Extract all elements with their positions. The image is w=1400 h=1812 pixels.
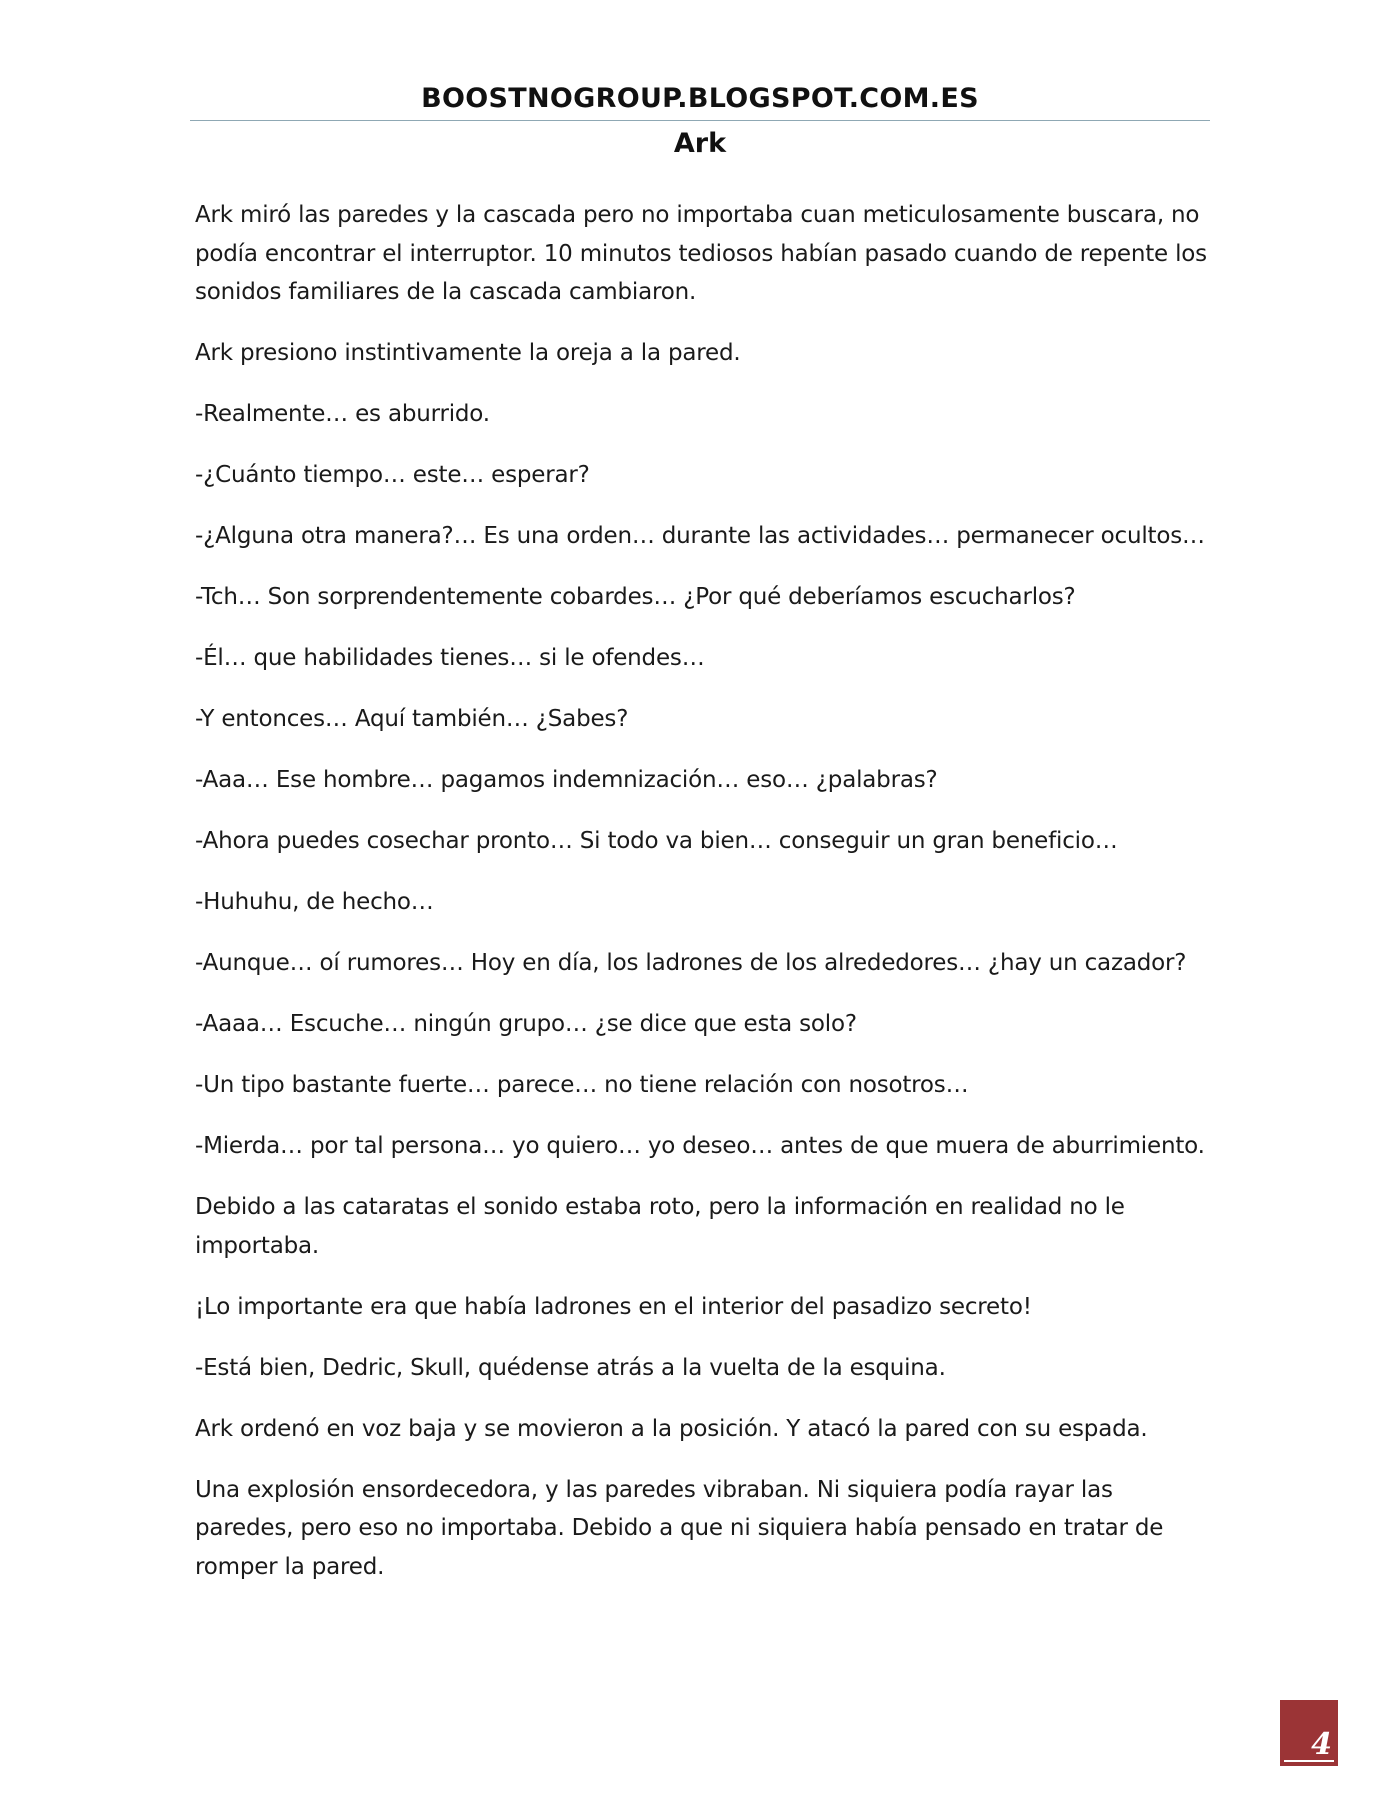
paragraph: -¿Alguna otra manera?… Es una orden… durante las actividades… permanecer ocultos… [195,523,1205,549]
site-title: BOOSTNOGROUP.BLOGSPOT.COM.ES [421,83,979,114]
paragraph: Debido a las cataratas el sonido estaba roto, pero la información en realidad no le importaba. [195,1194,1125,1259]
header-divider [190,120,1210,121]
paragraph: -Ahora puedes cosechar pronto… Si todo va bien… conseguir un gran beneficio… [195,828,1118,854]
paragraph: -¿Cuánto tiempo… este… esperar? [195,462,590,488]
paragraph: -Huhuhu, de hecho… [195,889,434,915]
paragraph: -Él… que habilidades tienes… si le ofendes… [195,645,705,671]
paragraph: ¡Lo importante era que había ladrones en el interior del pasadizo secreto! [195,1293,1032,1320]
paragraph: -Mierda… por tal persona… yo quiero… yo deseo… antes de que muera de aburrimiento. [195,1133,1205,1159]
document-body [195,196,1210,1609]
paragraph: -Está bien, Dedric, Skull, quédense atrás a la vuelta de la esquina. [195,1354,946,1381]
paragraph: -Un tipo bastante fuerte… parece… no tiene relación con nosotros… [195,1072,969,1098]
paragraph: Una explosión ensordecedora, y las paredes vibraban. Ni siquiera podía rayar las paredes, pero eso no importaba. Debido a que ni siquiera había pensado en tratar de romper la pared. [195,1476,1164,1580]
page-number: 4 [1311,1727,1332,1762]
paragraph: Ark ordenó en voz baja y se movieron a la posición. Y atacó la pared con su espada. [195,1415,1148,1442]
paragraph: -Realmente… es aburrido. [195,401,490,427]
page-number-badge [1280,1700,1338,1766]
paragraph: -Tch… Son sorprendentemente cobardes… ¿Por qué deberíamos escucharlos? [195,584,1076,610]
paragraph: -Aunque… oí rumores… Hoy en día, los ladrones de los alrededores… ¿hay un cazador? [195,950,1187,976]
chapter-title: Ark [673,128,727,159]
page-header [190,80,1210,163]
paragraph: Ark presiono instintivamente la oreja a la pared. [195,340,741,366]
paragraph: Ark miró las paredes y la cascada pero no importaba cuan meticulosamente buscara, no podía encontrar el interruptor. 10 minutos tediosos habían pasado cuando de repente los sonidos familiares de la cascada cambiaron. [195,202,1207,305]
paragraph: -Y entonces… Aquí también… ¿Sabes? [195,706,629,732]
paragraph: -Aaa… Ese hombre… pagamos indemnización… eso… ¿palabras? [195,767,938,793]
paragraph: -Aaaa… Escuche… ningún grupo… ¿se dice que esta solo? [195,1011,857,1037]
page-number-underline [1284,1760,1334,1762]
